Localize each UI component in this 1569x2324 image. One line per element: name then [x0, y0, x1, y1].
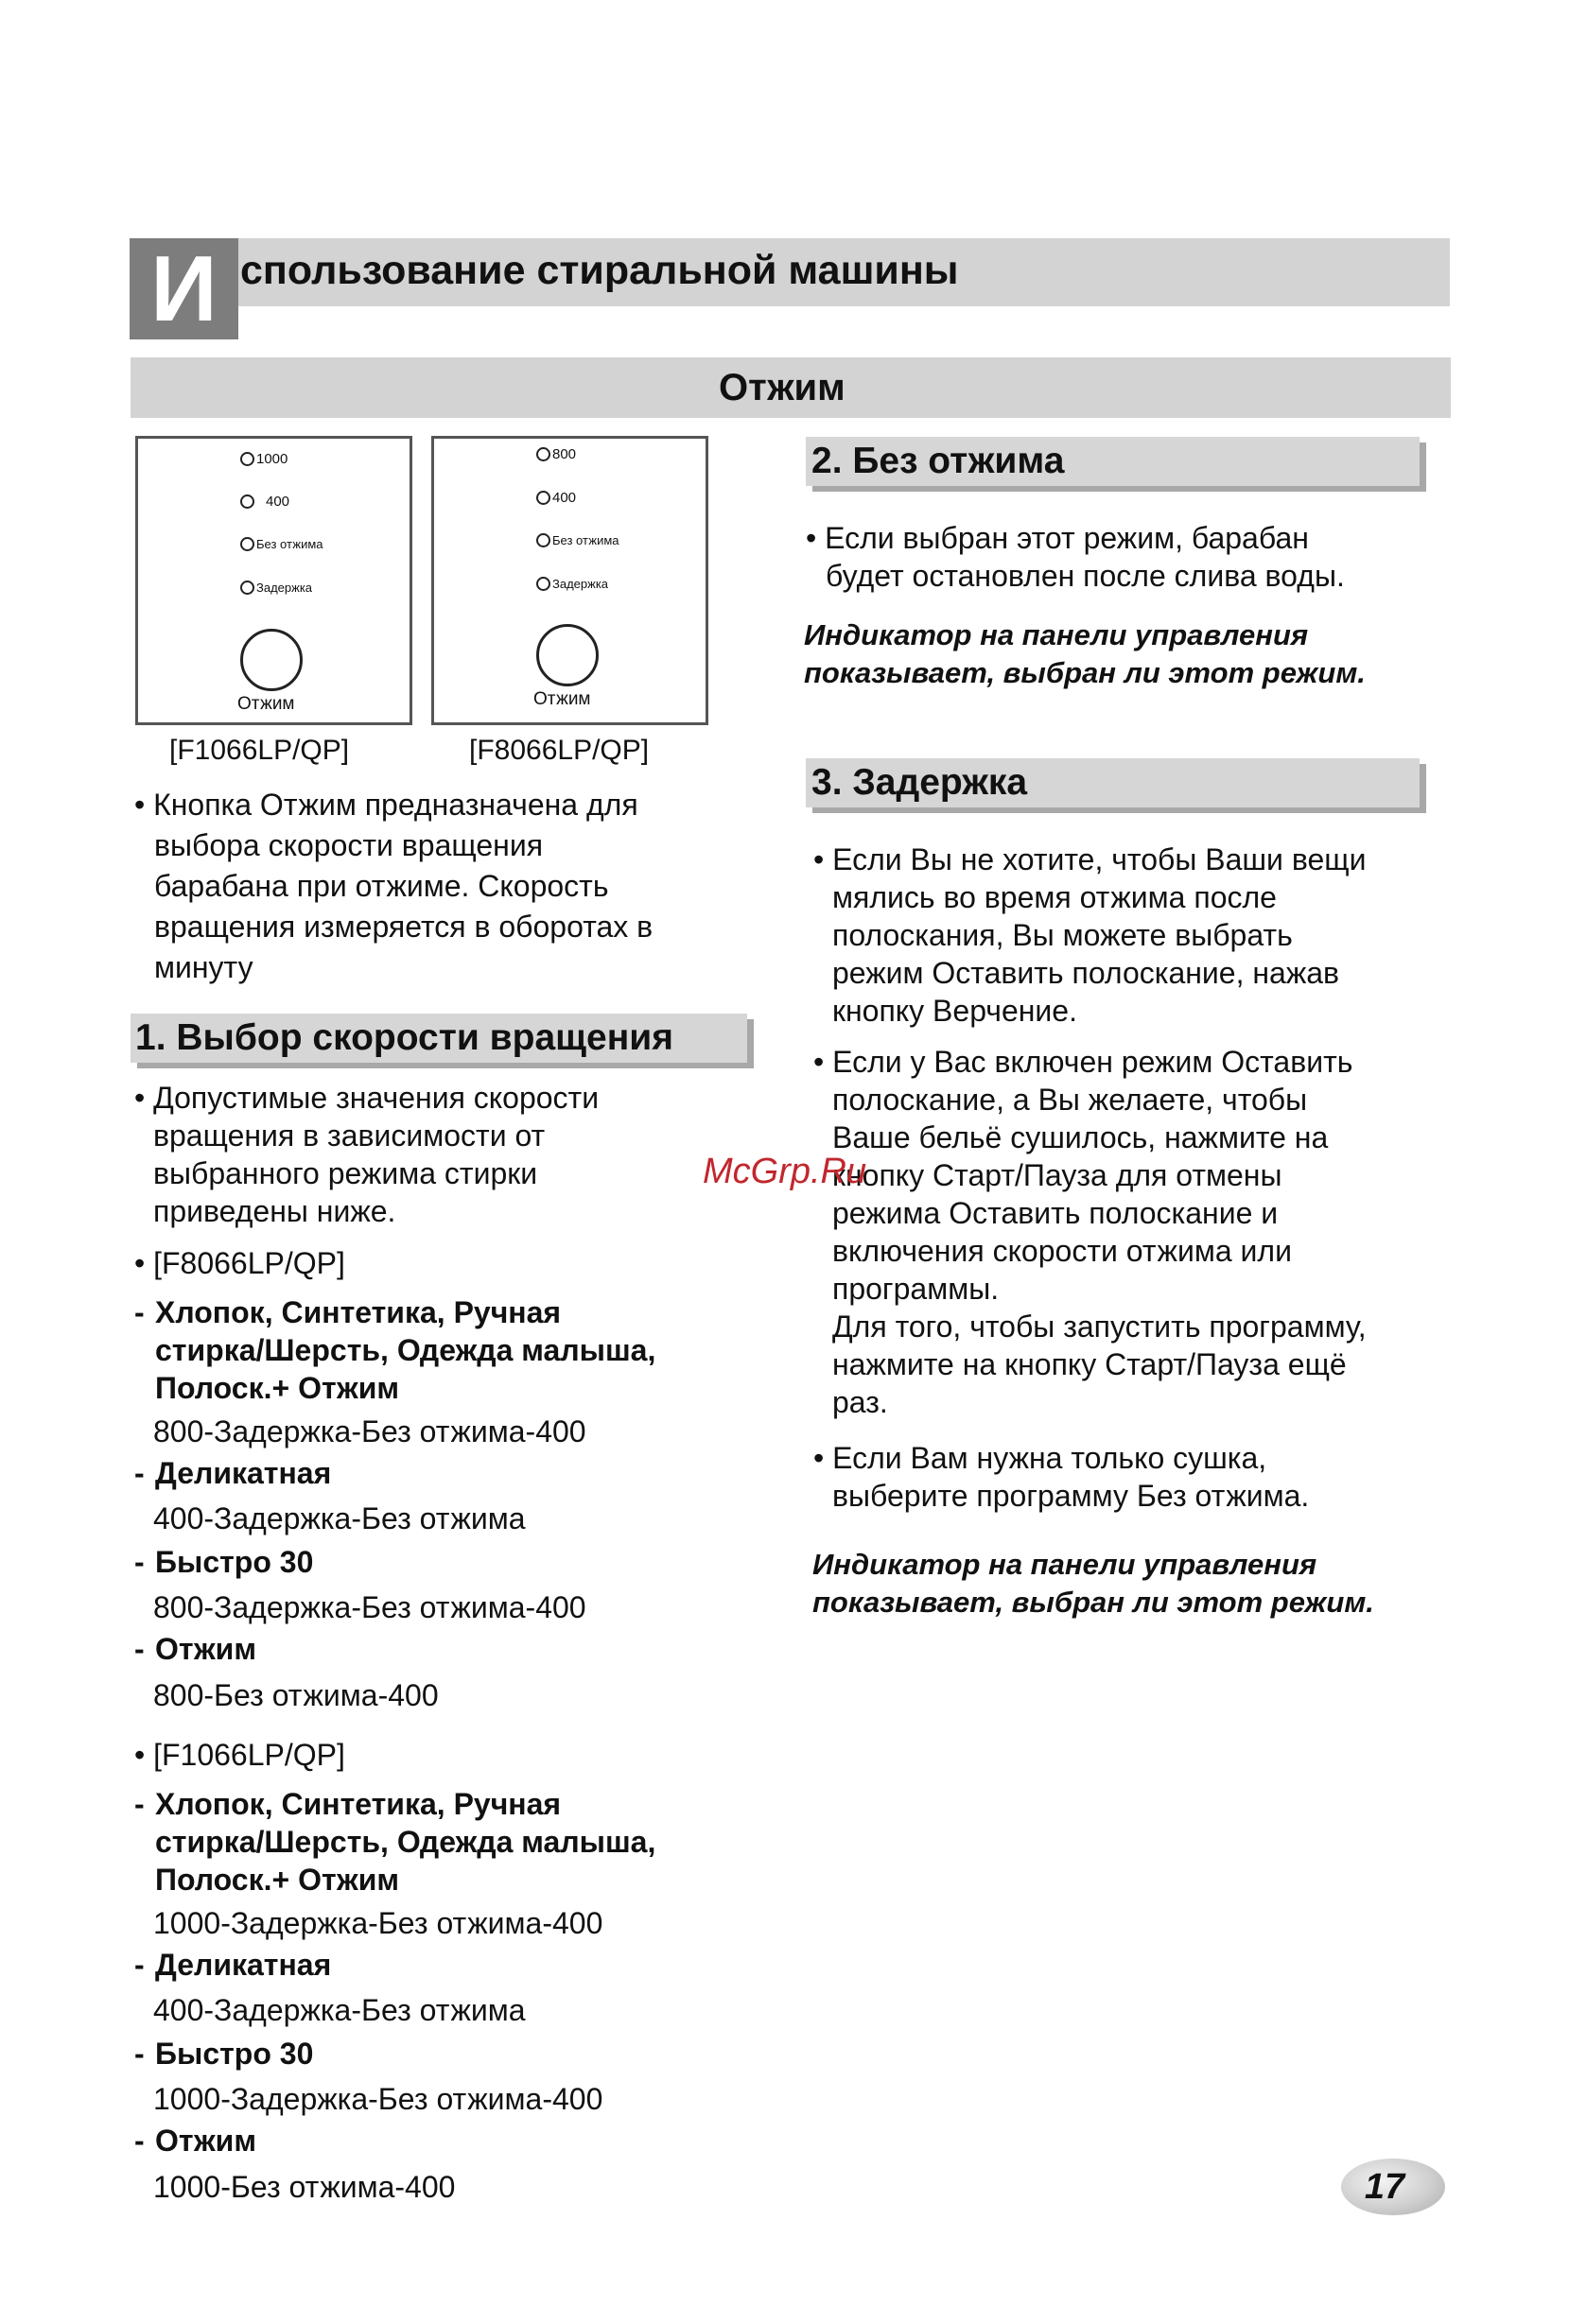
program-values: 400-Задержка-Без отжима: [153, 1993, 526, 2027]
subsection-header: [806, 758, 1420, 807]
indicator-note: Индикатор на панели управления: [804, 618, 1309, 651]
intro-line: • Кнопка Отжим предназначена для: [134, 788, 638, 822]
program-dash: -: [134, 1948, 145, 1982]
delay-bullet-line: кнопку Верчение.: [832, 994, 1077, 1028]
delay-bullet-line: • Если у Вас включен режим Оставить: [813, 1045, 1353, 1079]
program-name: Полоск.+ Отжим: [155, 1863, 400, 1897]
page-number: 17: [1364, 2167, 1405, 2207]
option-400: 400: [240, 494, 289, 510]
program-name: Отжим: [155, 1632, 256, 1666]
header-initial: И: [130, 238, 238, 339]
program-dash: -: [134, 1545, 145, 1579]
program-values: 1000-Задержка-Без отжима-400: [153, 1906, 603, 1940]
model-heading: • [F1066LP/QP]: [134, 1738, 345, 1772]
program-name: Деликатная: [155, 1456, 332, 1490]
delay-bullet-line: режима Оставить полоскание и: [832, 1196, 1279, 1230]
program-name: Хлопок, Синтетика, Ручная: [155, 1295, 562, 1329]
subsection-header: [131, 1014, 747, 1063]
no-spin-line: • Если выбран этот режим, барабан: [806, 521, 1309, 555]
delay-bullet-line: кнопку Старт/Пауза для отмены: [832, 1158, 1282, 1192]
model-heading: • [F8066LP/QP]: [134, 1246, 345, 1280]
program-dash: -: [134, 1295, 145, 1329]
delay-bullet-line: полоскания, Вы можете выбрать: [832, 918, 1293, 952]
model-label-f1066: [F1066LP/QP]: [169, 735, 350, 766]
intro-line: минуту: [154, 950, 253, 984]
program-name: стирка/Шерсть, Одежда малыша,: [155, 1333, 656, 1367]
program-name: Полоск.+ Отжим: [155, 1371, 400, 1405]
program-dash: -: [134, 1787, 145, 1821]
control-panel-f8066: [431, 436, 708, 725]
section-title: Отжим: [719, 367, 846, 408]
subsection-title: 1. Выбор скорости вращения: [135, 1017, 674, 1058]
program-dash: -: [134, 2124, 145, 2158]
program-name: стирка/Шерсть, Одежда малыша,: [155, 1825, 656, 1859]
radio-indicator-icon: [240, 581, 254, 595]
delay-bullet-line: • Если Вам нужна только сушка,: [813, 1441, 1267, 1475]
option-delay: Задержка: [240, 581, 312, 595]
delay-bullet-line: режим Оставить полоскание, нажав: [832, 956, 1340, 990]
intro-line: вращения измеряется в оборотах в: [154, 910, 654, 944]
radio-indicator-icon: [536, 577, 550, 591]
delay-bullet-line: Ваше бельё сушилось, нажмите на: [832, 1120, 1329, 1154]
option-1000: 1000: [240, 451, 288, 467]
indicator-note: Индикатор на панели управления: [812, 1548, 1317, 1581]
radio-indicator-icon: [536, 447, 550, 461]
program-name: Хлопок, Синтетика, Ручная: [155, 1787, 562, 1821]
watermark: McGrp.Ru: [703, 1152, 867, 1191]
delay-bullet-line: программы.: [832, 1272, 1000, 1306]
indicator-note: показывает, выбран ли этот режим.: [804, 656, 1366, 689]
speed-desc-line: приведены ниже.: [153, 1194, 396, 1228]
subsection-title: 3. Задержка: [811, 762, 1028, 803]
delay-bullet-line: раз.: [832, 1385, 888, 1419]
radio-indicator-icon: [536, 533, 550, 547]
indicator-note: показывает, выбран ли этот режим.: [812, 1586, 1374, 1619]
intro-line: барабана при отжиме. Скорость: [154, 869, 609, 903]
program-name: Отжим: [155, 2124, 256, 2158]
control-panel-f1066: [135, 436, 412, 725]
program-values: 1000-Задержка-Без отжима-400: [153, 2082, 603, 2116]
program-values: 800-Без отжима-400: [153, 1678, 439, 1712]
delay-bullet-line: Для того, чтобы запустить программу,: [832, 1309, 1367, 1344]
delay-bullet-line: включения скорости отжима или: [832, 1234, 1292, 1268]
intro-line: выбора скорости вращения: [154, 828, 544, 862]
program-name: Быстро 30: [155, 2037, 314, 2071]
program-values: 1000-Без отжима-400: [153, 2170, 456, 2204]
delay-bullet-line: • Если Вы не хотите, чтобы Ваши вещи: [813, 842, 1367, 876]
delay-bullet-line: нажмите на кнопку Старт/Пауза ещё: [832, 1347, 1347, 1381]
delay-bullet-line: полоскание, а Вы желаете, чтобы: [832, 1083, 1308, 1117]
subsection-title: 2. Без отжима: [811, 441, 1065, 481]
spin-button-icon: [536, 624, 599, 686]
option-400: 400: [536, 490, 576, 506]
program-values: 800-Задержка-Без отжима-400: [153, 1414, 586, 1448]
option-delay: Задержка: [536, 577, 608, 591]
delay-bullet-line: выберите программу Без отжима.: [832, 1479, 1310, 1513]
speed-desc-line: выбранного режима стирки: [153, 1156, 538, 1190]
delay-bullet-line: мялись во время отжима после: [832, 880, 1277, 914]
spin-button-icon: [240, 629, 303, 691]
program-values: 400-Задержка-Без отжима: [153, 1501, 526, 1535]
page-title: спользование стиральной машины: [240, 248, 959, 293]
radio-indicator-icon: [240, 494, 254, 509]
program-name: Быстро 30: [155, 1545, 314, 1579]
program-values: 800-Задержка-Без отжима-400: [153, 1590, 586, 1624]
model-label-f8066: [F8066LP/QP]: [469, 735, 650, 766]
radio-indicator-icon: [240, 452, 254, 466]
spin-button-label: Отжим: [533, 689, 591, 709]
radio-indicator-icon: [536, 491, 550, 505]
program-dash: -: [134, 1632, 145, 1666]
option-no-spin: Без отжима: [240, 537, 323, 551]
subsection-header: [806, 437, 1420, 486]
program-dash: -: [134, 1456, 145, 1490]
spin-button-label: Отжим: [237, 694, 295, 714]
speed-desc-line: • Допустимые значения скорости: [134, 1081, 600, 1115]
program-dash: -: [134, 2037, 145, 2071]
radio-indicator-icon: [240, 537, 254, 551]
program-name: Деликатная: [155, 1948, 332, 1982]
option-no-spin: Без отжима: [536, 533, 619, 547]
no-spin-line: будет остановлен после слива воды.: [826, 559, 1345, 593]
speed-desc-line: вращения в зависимости от: [153, 1119, 546, 1153]
option-800: 800: [536, 446, 576, 462]
